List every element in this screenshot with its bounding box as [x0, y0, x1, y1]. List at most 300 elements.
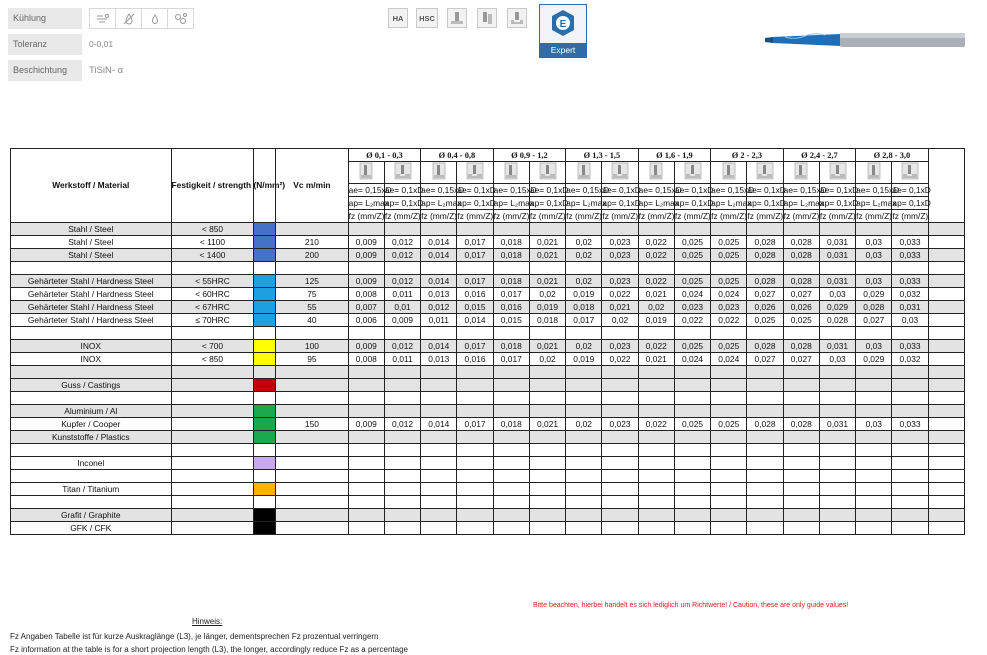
fz-value-cell: [529, 262, 565, 275]
cooling-icons: [89, 8, 193, 29]
fz-value-cell: [892, 457, 928, 470]
coating-label: Beschichtung: [8, 60, 82, 81]
diameter-header: Ø 2 - 2,3: [711, 149, 784, 162]
fz-value-cell: 0,018: [493, 418, 529, 431]
fz-value-cell: 0,018: [566, 301, 602, 314]
vc-cell: 150: [276, 418, 349, 431]
fz-value-cell: [529, 379, 565, 392]
fz-value-cell: [529, 457, 565, 470]
table-row: [11, 327, 965, 340]
vc-cell: [276, 522, 349, 535]
fz-value-cell: [892, 483, 928, 496]
fz-value-cell: 0,028: [783, 236, 819, 249]
fz-value-cell: [711, 366, 747, 379]
fz-value-cell: 0,025: [674, 236, 710, 249]
vc-cell: 55: [276, 301, 349, 314]
spare-cell: [928, 431, 964, 444]
fz-value-cell: [819, 509, 855, 522]
fz-value-cell: [783, 457, 819, 470]
fz-value-cell: 0,025: [747, 314, 783, 327]
fz-value-cell: [674, 457, 710, 470]
fz-value-cell: 0,03: [856, 249, 892, 262]
fz-value-cell: 0,016: [457, 288, 493, 301]
fz-value-cell: [856, 457, 892, 470]
fz-value-cell: 0,025: [711, 249, 747, 262]
fz-value-cell: [493, 262, 529, 275]
fz-value-cell: [566, 366, 602, 379]
table-row: [11, 496, 965, 509]
fz-value-cell: 0,026: [747, 301, 783, 314]
fz-value-cell: [384, 405, 420, 418]
ap-cell: ap= L₂max: [856, 197, 897, 208]
fz-value-cell: [529, 470, 565, 483]
fz-value-cell: [892, 405, 928, 418]
fz-value-cell: [421, 509, 457, 522]
fz-value-cell: [602, 522, 638, 535]
slot-milling-cell: [711, 162, 747, 184]
fz-value-cell: [783, 431, 819, 444]
side-milling-cell: [747, 162, 783, 184]
table-row: [11, 457, 965, 470]
fz-value-cell: [783, 392, 819, 405]
fz-value-cell: [856, 223, 892, 236]
fz-value-cell: [856, 522, 892, 535]
fz-value-cell: [856, 496, 892, 509]
fz-value-cell: [384, 496, 420, 509]
diameter-header: Ø 2,4 - 2,7: [783, 149, 856, 162]
fz-value-cell: 0,016: [457, 353, 493, 366]
material-color-cell: [254, 392, 276, 405]
fz-value-cell: [602, 509, 638, 522]
fz-value-cell: [384, 444, 420, 457]
fz-value-cell: [457, 392, 493, 405]
expert-badge[interactable]: [539, 4, 587, 58]
fz-value-cell: [783, 483, 819, 496]
fz-value-cell: [602, 457, 638, 470]
table-row: [11, 392, 965, 405]
table-row: [11, 340, 965, 353]
material-color-cell: [254, 522, 276, 535]
strength-cell: < 60HRC: [171, 288, 254, 301]
fz-value-cell: [892, 392, 928, 405]
fz-value-cell: 0,011: [384, 288, 420, 301]
ha-button[interactable]: HA: [388, 8, 408, 28]
strength-cell: [171, 366, 254, 379]
expert-logo-icon: [540, 6, 586, 44]
spare-cell: [928, 249, 964, 262]
fz-value-cell: [711, 496, 747, 509]
fz-value-cell: [348, 431, 384, 444]
expert-label: Expert: [540, 43, 586, 57]
fz-value-cell: [602, 405, 638, 418]
fz-value-cell: 0,021: [638, 288, 674, 301]
vc-cell: [276, 444, 349, 457]
material-cell: Gehärteter Stahl / Hardness Steel: [11, 301, 172, 314]
material-cell: [11, 496, 172, 509]
fz-value-cell: [493, 405, 529, 418]
fz-cell: fz (mm/Z): [638, 210, 675, 221]
slot-milling-cell: [493, 162, 529, 184]
fz-value-cell: [566, 223, 602, 236]
fz-value-cell: [421, 431, 457, 444]
fz-value-cell: [421, 470, 457, 483]
fz-value-cell: [493, 496, 529, 509]
slot-milling-cell: [638, 162, 674, 184]
fz-value-cell: 0,012: [384, 236, 420, 249]
fz-value-cell: 0,026: [783, 301, 819, 314]
fz-value-cell: 0,024: [674, 288, 710, 301]
fz-value-cell: 0,023: [602, 249, 638, 262]
side-milling-icon: [829, 162, 847, 180]
strength-cell: [171, 379, 254, 392]
coating-row: [8, 60, 208, 81]
side-milling-cell: [602, 162, 638, 184]
fz-value-cell: [602, 366, 638, 379]
fz-value-cell: [493, 223, 529, 236]
fz-value-cell: [747, 366, 783, 379]
fz-value-cell: 0,03: [892, 314, 928, 327]
fz-value-cell: 0,008: [348, 288, 384, 301]
diameter-header: Ø 2,8 - 3,0: [856, 149, 929, 162]
strength-header-text: Festigkeit / strength (N/mm²): [171, 180, 286, 190]
fz-value-cell: 0,021: [529, 236, 565, 249]
material-color-cell: [254, 236, 276, 249]
hsc-button[interactable]: HSC: [416, 8, 438, 28]
fz-value-cell: [638, 509, 674, 522]
fz-value-cell: 0,014: [457, 314, 493, 327]
material-cell: Gehärteter Stahl / Hardness Steel: [11, 288, 172, 301]
fz-value-cell: [819, 327, 855, 340]
material-color-cell: [254, 444, 276, 457]
fz-value-cell: [819, 457, 855, 470]
fz-value-cell: [384, 522, 420, 535]
fz-value-cell: [566, 457, 602, 470]
fz-value-cell: [421, 444, 457, 457]
material-color-cell: [254, 327, 276, 340]
fz-value-cell: 0,028: [747, 236, 783, 249]
fz-value-cell: [529, 483, 565, 496]
side-milling-button[interactable]: [477, 8, 497, 28]
fz-value-cell: [638, 366, 674, 379]
tolerance-row: [8, 34, 208, 55]
fz-value-cell: [711, 509, 747, 522]
spare-cell: [928, 353, 964, 366]
cooling-row: [8, 8, 208, 29]
ap-cell: ap= L₂max: [348, 197, 389, 208]
vc-cell: [276, 496, 349, 509]
spare-cell: [928, 522, 964, 535]
fz-value-cell: 0,031: [819, 275, 855, 288]
fz-value-cell: [856, 379, 892, 392]
fz-value-cell: [566, 483, 602, 496]
spare-cell: [928, 301, 964, 314]
material-color-cell: [254, 340, 276, 353]
diameter-header: Ø 0,4 - 0,8: [421, 149, 494, 162]
fz-value-cell: 0,03: [856, 340, 892, 353]
fz-value-cell: 0,022: [674, 314, 710, 327]
side-milling-icon: [480, 11, 494, 25]
fz-value-cell: [674, 405, 710, 418]
fz-value-cell: 0,018: [493, 340, 529, 353]
fz-value-cell: [819, 392, 855, 405]
spare-cell: [928, 314, 964, 327]
fz-value-cell: [602, 483, 638, 496]
fz-value-cell: 0,021: [529, 275, 565, 288]
fz-value-cell: [638, 483, 674, 496]
fz-value-cell: [783, 262, 819, 275]
material-color-cell: [254, 405, 276, 418]
fz-value-cell: [892, 496, 928, 509]
fz-value-cell: [529, 431, 565, 444]
fz-value-cell: [566, 392, 602, 405]
spare-cell: [928, 509, 964, 522]
vc-cell: [276, 431, 349, 444]
slot-milling-icon: [502, 162, 520, 180]
fz-value-cell: 0,022: [638, 340, 674, 353]
fz-value-cell: [529, 509, 565, 522]
table-row: [11, 431, 965, 444]
fz-value-cell: [384, 457, 420, 470]
side-milling-icon: [611, 162, 629, 180]
fz-value-cell: [348, 509, 384, 522]
fz-value-cell: [674, 379, 710, 392]
fz-value-cell: 0,027: [747, 288, 783, 301]
vc-cell: [276, 405, 349, 418]
material-cell: Stahl / Steel: [11, 249, 172, 262]
fz-value-cell: [421, 327, 457, 340]
fz-value-cell: [421, 457, 457, 470]
fz-value-cell: [856, 262, 892, 275]
ap-cell: ap= L₂max: [566, 197, 607, 208]
material-cell: [11, 262, 172, 275]
slot-milling-icon: [450, 11, 464, 25]
side-milling-icon: [901, 162, 919, 180]
material-cell: INOX: [11, 353, 172, 366]
fz-value-cell: 0,02: [566, 236, 602, 249]
fz-value-cell: [747, 327, 783, 340]
fz-value-cell: [384, 366, 420, 379]
table-row: [11, 249, 965, 262]
fz-value-cell: 0,023: [711, 301, 747, 314]
fz-value-cell: [602, 262, 638, 275]
fz-value-cell: 0,012: [384, 249, 420, 262]
fz-cell: fz (mm/Z): [819, 210, 856, 221]
fz-value-cell: 0,033: [892, 418, 928, 431]
fz-value-cell: [602, 431, 638, 444]
table-row: [11, 223, 965, 236]
fz-value-cell: 0,014: [421, 275, 457, 288]
table-row: [11, 444, 965, 457]
plunge-milling-button[interactable]: [507, 8, 527, 28]
fz-value-cell: [747, 262, 783, 275]
fz-value-cell: [638, 457, 674, 470]
fz-value-cell: [457, 470, 493, 483]
fz-value-cell: 0,019: [638, 314, 674, 327]
slot-milling-icon: [720, 162, 738, 180]
material-color-cell: [254, 301, 276, 314]
vc-header-text: Vc m/min: [293, 180, 331, 190]
fz-value-cell: [638, 223, 674, 236]
fz-value-cell: [348, 444, 384, 457]
fz-value-cell: [602, 444, 638, 457]
fz-value-cell: [711, 444, 747, 457]
table-row: [11, 275, 965, 288]
fz-cell: fz (mm/Z): [384, 210, 421, 221]
fz-cell: fz (mm/Z): [602, 210, 639, 221]
fz-value-cell: 0,022: [711, 314, 747, 327]
strength-cell: [171, 444, 254, 457]
fz-value-cell: [747, 457, 783, 470]
fz-value-cell: [783, 496, 819, 509]
material-cell: [11, 444, 172, 457]
fz-value-cell: [384, 392, 420, 405]
material-cell: Stahl / Steel: [11, 236, 172, 249]
spare-cell: [928, 262, 964, 275]
material-cell: INOX: [11, 340, 172, 353]
tolerance-value: 0-0,01: [89, 39, 114, 49]
fz-value-cell: [783, 405, 819, 418]
fz-value-cell: [493, 470, 529, 483]
strength-cell: [171, 418, 254, 431]
ap-cell: ap= 0,1xD: [892, 197, 931, 208]
fz-value-cell: [892, 509, 928, 522]
fz-value-cell: [747, 483, 783, 496]
slot-milling-icon: [647, 162, 665, 180]
fz-value-cell: [348, 522, 384, 535]
material-color-cell: [254, 457, 276, 470]
fz-value-cell: [747, 444, 783, 457]
material-cell: Titan / Titanium: [11, 483, 172, 496]
fz-value-cell: [856, 470, 892, 483]
ap-cell: ap= 0,1xD: [384, 197, 424, 208]
vc-cell: 100: [276, 340, 349, 353]
fz-value-cell: 0,031: [819, 236, 855, 249]
plunge-milling-icon: [510, 11, 524, 25]
side-milling-icon: [539, 162, 557, 180]
side-milling-cell: [529, 162, 565, 184]
fz-value-cell: [384, 483, 420, 496]
fz-value-cell: [711, 405, 747, 418]
fz-value-cell: [711, 457, 747, 470]
fz-value-cell: 0,009: [348, 275, 384, 288]
fz-value-cell: [856, 405, 892, 418]
fz-value-cell: [674, 522, 710, 535]
fz-value-cell: [674, 470, 710, 483]
vc-cell: [276, 366, 349, 379]
spare-cell: [928, 444, 964, 457]
ap-cell: ap= L₂max: [783, 197, 824, 208]
strength-cell: < 700: [171, 340, 254, 353]
fz-value-cell: [819, 496, 855, 509]
fz-value-cell: [747, 431, 783, 444]
fz-value-cell: [493, 509, 529, 522]
material-cell: GFK / CFK: [11, 522, 172, 535]
fz-value-cell: [493, 457, 529, 470]
strength-cell: [171, 392, 254, 405]
material-cell: Gehärteter Stahl / Hardness Steel: [11, 314, 172, 327]
fz-value-cell: [529, 223, 565, 236]
fz-value-cell: [348, 483, 384, 496]
vc-cell: [276, 379, 349, 392]
fz-value-cell: 0,023: [602, 236, 638, 249]
material-color-cell: [254, 483, 276, 496]
spare-cell: [928, 366, 964, 379]
material-color-cell: [254, 418, 276, 431]
fz-value-cell: 0,021: [529, 249, 565, 262]
table-row: [11, 314, 965, 327]
fz-value-cell: 0,02: [529, 288, 565, 301]
strength-cell: [171, 483, 254, 496]
fz-value-cell: [674, 509, 710, 522]
fz-value-cell: [384, 431, 420, 444]
fz-value-cell: 0,027: [856, 314, 892, 327]
ap-cell: ap= 0,1xD: [747, 197, 786, 208]
fz-value-cell: 0,031: [892, 301, 928, 314]
fz-value-cell: 0,017: [457, 236, 493, 249]
fz-value-cell: 0,011: [421, 314, 457, 327]
side-milling-cell: [457, 162, 493, 184]
fz-value-cell: [493, 392, 529, 405]
fz-value-cell: [348, 223, 384, 236]
fz-value-cell: 0,008: [348, 353, 384, 366]
fz-value-cell: 0,017: [457, 249, 493, 262]
ap-cell: ap= 0,1xD: [819, 197, 859, 208]
fz-value-cell: [747, 509, 783, 522]
fz-value-cell: [747, 379, 783, 392]
spare-cell: [928, 405, 964, 418]
material-color-cell: [254, 288, 276, 301]
ae-cell: ae= 0,15xD: [493, 184, 537, 195]
fz-value-cell: [711, 483, 747, 496]
fz-value-cell: [566, 522, 602, 535]
fz-value-cell: 0,015: [493, 314, 529, 327]
fz-value-cell: [819, 483, 855, 496]
fz-value-cell: 0,02: [566, 418, 602, 431]
fz-value-cell: [348, 496, 384, 509]
fz-cell: fz (mm/Z): [783, 210, 820, 221]
spare-column: [928, 149, 964, 223]
fz-value-cell: 0,033: [892, 236, 928, 249]
fz-value-cell: [819, 444, 855, 457]
fz-value-cell: 0,03: [819, 288, 855, 301]
material-cell: Kunststoffe / Plastics: [11, 431, 172, 444]
fz-value-cell: [783, 327, 819, 340]
fz-cell: fz (mm/Z): [457, 210, 494, 221]
ae-cell: ae= 0,1xD: [529, 184, 569, 195]
slot-milling-icon: [357, 162, 375, 180]
fz-value-cell: [566, 509, 602, 522]
fz-value-cell: 0,031: [819, 340, 855, 353]
fz-value-cell: 0,014: [421, 340, 457, 353]
vc-cell: [276, 262, 349, 275]
fz-value-cell: [638, 379, 674, 392]
fz-value-cell: 0,006: [348, 314, 384, 327]
slot-milling-button[interactable]: [447, 8, 467, 28]
fz-value-cell: 0,009: [348, 340, 384, 353]
fz-value-cell: [783, 379, 819, 392]
fz-value-cell: [747, 470, 783, 483]
fz-value-cell: [457, 366, 493, 379]
table-row: [11, 288, 965, 301]
fz-value-cell: 0,028: [747, 340, 783, 353]
fz-value-cell: [711, 327, 747, 340]
fz-value-cell: [747, 496, 783, 509]
table-row: [11, 301, 965, 314]
spare-cell: [928, 327, 964, 340]
diameter-header: Ø 0,9 - 1,2: [493, 149, 566, 162]
strength-cell: [171, 327, 254, 340]
fz-value-cell: 0,014: [421, 249, 457, 262]
